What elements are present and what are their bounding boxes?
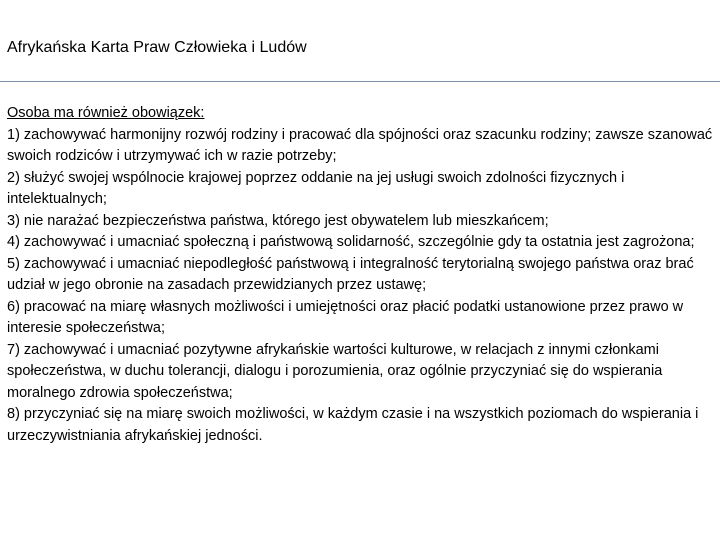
duty-item-7: 7) zachowywać i umacniać pozytywne afrykańskie wartości kulturowe, w relacjach z innymi członkami społeczeństwa, w duchu tolerancji, dialogu i porozumienia, oraz ogólnie przyczyniać się do wspierania moralnego zdrowia społeczeństwa; [7, 341, 663, 401]
duty-item-1: 1) zachowywać harmonijny rozwój rodziny i pracować dla spójności oraz szacunku rodziny; zawsze szanować swoich rodziców i utrzymywać ich w razie potrzeby; [7, 126, 713, 164]
duty-item-2: 2) służyć swojej wspólnocie krajowej poprzez oddanie na jej usługi swoich zdolności fizycznych i intelektualnych; [7, 169, 625, 207]
title-divider [0, 81, 720, 82]
slide-title: Afrykańska Karta Praw Człowieka i Ludów [7, 39, 307, 56]
duty-item-3: 3) nie narażać bezpieczeństwa państwa, którego jest obywatelem lub mieszkańcem; [7, 212, 549, 229]
duty-item-6: 6) pracować na miarę własnych możliwości i umiejętności oraz płacić podatki ustanowione przez prawo w interesie społeczeństwa; [7, 298, 684, 336]
duty-item-8: 8) przyczyniać się na miarę swoich możliwości, w każdym czasie i na wszystkich poziomach do wspierania i urzeczywistniania afrykańskiej jedności. [7, 406, 699, 444]
duty-item-5: 5) zachowywać i umacniać niepodległość państwową i integralność terytorialną swojego państwa oraz brać udział w jego obronie na zasadach przewidzianych przez ustawę; [7, 255, 694, 293]
duty-item-4: 4) zachowywać i umacniać społeczną i państwową solidarność, szczególnie gdy ta ostatnia jest zagrożona; [7, 234, 695, 250]
duties-intro: Osoba ma również obowiązek: [7, 105, 205, 121]
slide-body [7, 103, 715, 447]
